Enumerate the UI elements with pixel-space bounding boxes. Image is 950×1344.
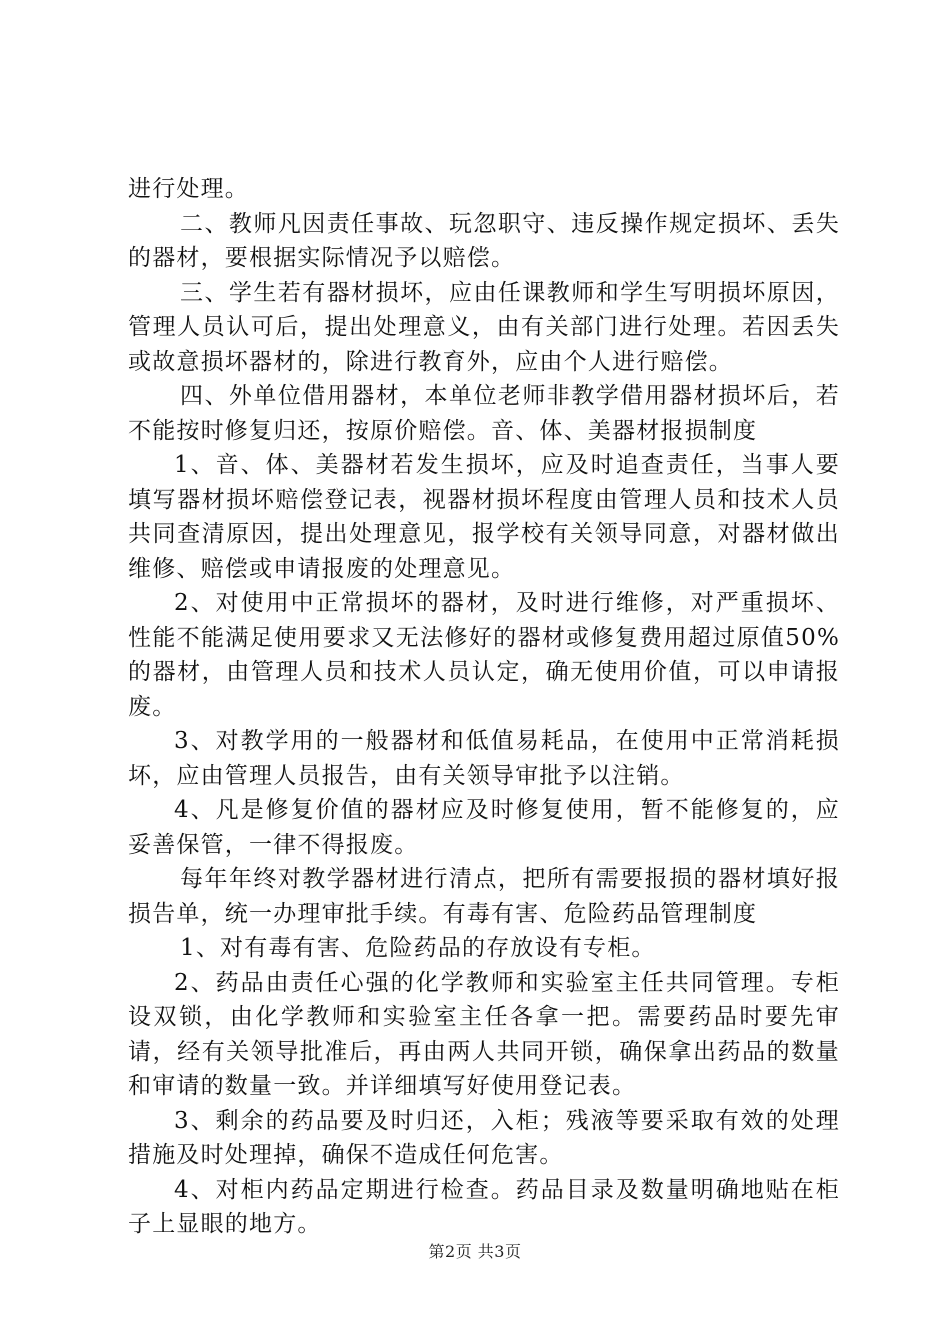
document-body: [128, 172, 840, 1242]
paragraph-damage-item-2: 2、对使用中正常损坏的器材，及时进行维修，对严重损坏、性能不能满足使用要求又无法修好的器材或修复费用超过原值50%的器材，由管理人员和技术人员认定，确无使用价值，可以申请报废。: [128, 590, 840, 720]
paragraph-teacher-compensation: 二、教师凡因责任事故、玩忽职守、违反操作规定损坏、丢失的器材，要根据实际情况予以赔偿。: [128, 210, 840, 271]
paragraph-hazard-item-3: 3、剩余的药品要及时归还，入柜；残液等要采取有效的处理措施及时处理掉，确保不造成任何危害。: [128, 1107, 840, 1168]
paragraph-student-damage: 三、学生若有器材损坏，应由任课教师和学生写明损坏原因，管理人员认可后，提出处理意义，由有关部门进行处理。若因丢失或故意损坏器材的，除进行教育外，应由个人进行赔偿。: [128, 279, 840, 375]
paragraph-damage-item-1: 1、音、体、美器材若发生损坏，应及时追查责任，当事人要填写器材损坏赔偿登记表，视器材损坏程度由管理人员和技术人员共同查清原因，提出处理意见，报学校有关领导同意，对器材做出维修、赔偿或申请报废的处理意见。: [128, 452, 840, 582]
paragraph-hazard-item-1: 1、对有毒有害、危险药品的存放设有专柜。: [180, 935, 656, 961]
paragraph-damage-item-4: 4、凡是修复价值的器材应及时修复使用，暂不能修复的，应妥善保管，一律不得报废。: [128, 797, 840, 858]
page-number-footer: 第2页 共3页: [428, 1242, 522, 1261]
paragraph-annual-inventory: 每年年终对教学器材进行清点，把所有需要报损的器材填好报损告单，统一办理审批手续。有毒有害、危险药品管理制度: [128, 866, 840, 927]
paragraph-damage-item-3: 3、对教学用的一般器材和低值易耗品，在使用中正常消耗损坏，应由管理人员报告，由有关领导审批予以注销。: [128, 728, 840, 789]
paragraph-continuation: 进行处理。: [128, 176, 249, 202]
paragraph-hazard-item-2: 2、药品由责任心强的化学教师和实验室主任共同管理。专柜设双锁，由化学教师和实验室主任各拿一把。需要药品时要先审请，经有关领导批准后，再由两人共同开锁，确保拿出药品的数量和审请的数量一致。并详细填写好使用登记表。: [128, 969, 840, 1099]
paragraph-hazard-item-4: 4、对柜内药品定期进行检查。药品目录及数量明确地贴在柜子上显眼的地方。: [128, 1176, 840, 1237]
paragraph-external-borrowing: 四、外单位借用器材，本单位老师非教学借用器材损坏后，若不能按时修复归还，按原价赔偿。音、体、美器材报损制度: [128, 383, 840, 444]
